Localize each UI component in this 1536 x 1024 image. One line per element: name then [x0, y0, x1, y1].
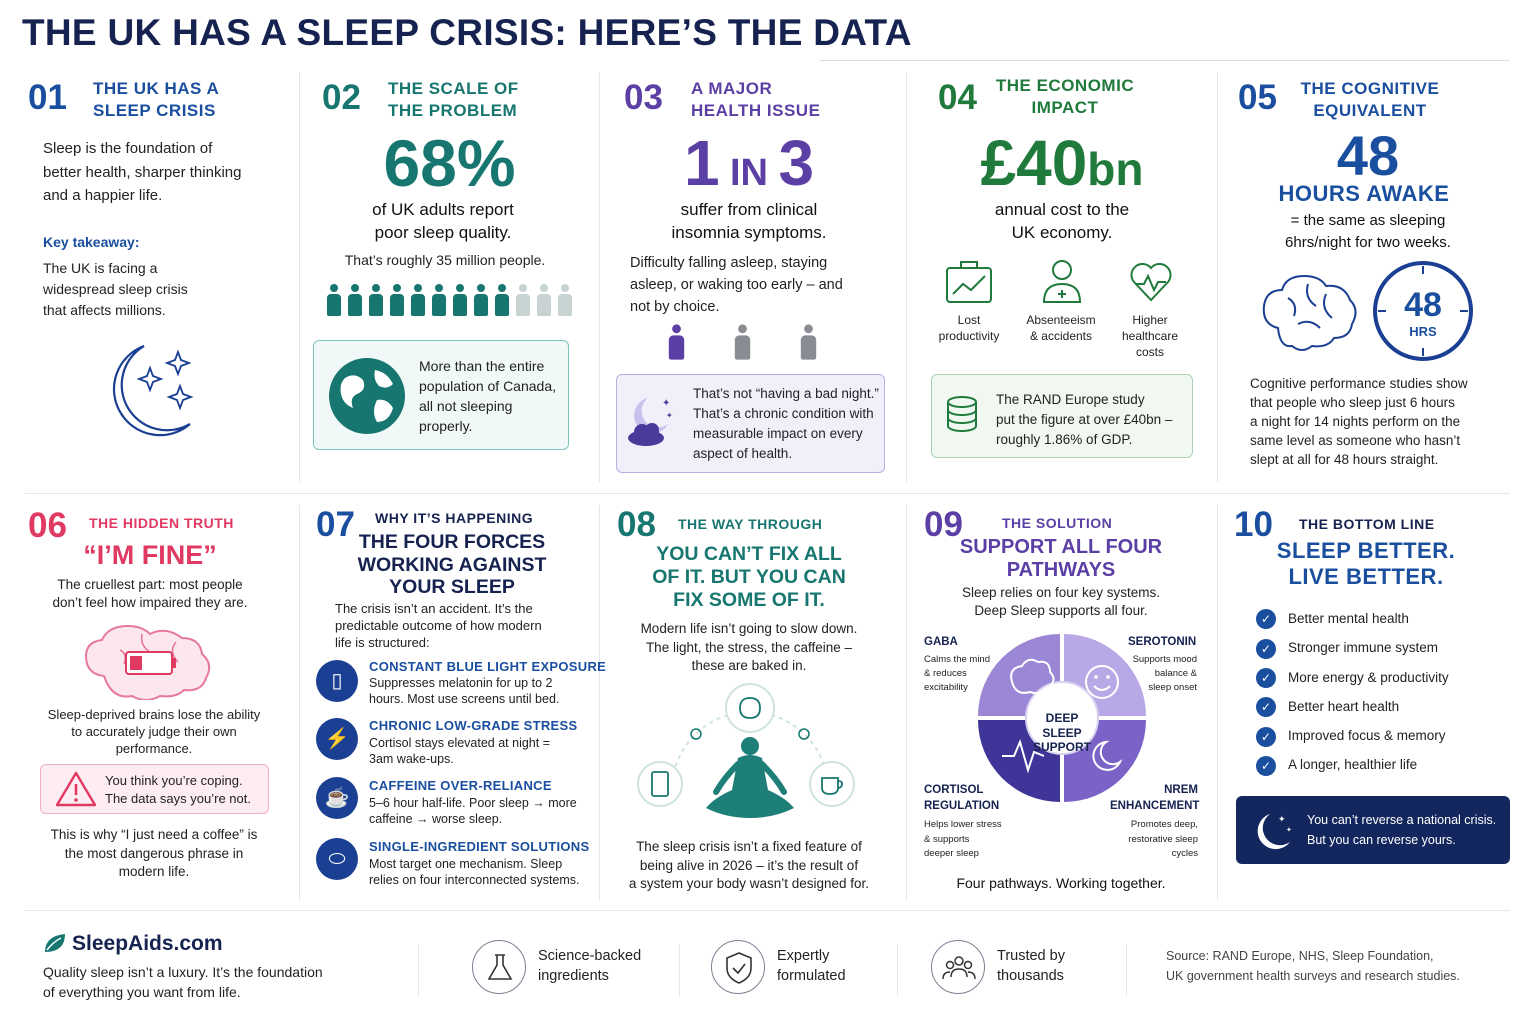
- benefit-item: ✓ Improved focus & memory: [1256, 721, 1449, 750]
- person-icon: [536, 284, 552, 316]
- cortisol-label: CORTISOL REGULATION: [924, 784, 1000, 812]
- force-title: CONSTANT BLUE LIGHT EXPOSURE: [369, 659, 607, 674]
- stat-note: That’s roughly 35 million people.: [344, 252, 546, 268]
- brand-logo: SleepAids.com: [72, 932, 223, 955]
- person-icon: [326, 284, 342, 316]
- force-text: Suppresses melatonin for up to 2 hours. Most use screens until bed.: [369, 676, 560, 706]
- globe-icon: [327, 356, 407, 436]
- benefit-item: ✓ More energy & productivity: [1256, 663, 1449, 692]
- section-heading: A MAJOR HEALTH ISSUE: [691, 79, 821, 120]
- heart-pulse-icon: [1128, 258, 1174, 304]
- deep-sleep-support-label: DEEP SLEEP SUPPORT: [1032, 711, 1091, 754]
- person-icon: [557, 284, 573, 316]
- impact-label: Absenteeism & accidents: [1026, 313, 1096, 343]
- nrem-label: NREM ENHANCEMENT: [1110, 784, 1200, 812]
- force-title: CAFFEINE OVER-RELIANCE: [369, 778, 552, 793]
- lightning-icon: ⚡: [316, 718, 358, 760]
- section-number: 10: [1234, 505, 1273, 544]
- crisis-system-text: The sleep crisis isn’t a fixed feature of being alive in 2026 – it’s the result of a system your body wasn’t designed for.: [628, 839, 870, 891]
- section-heading: THE WAY THROUGH: [678, 516, 823, 532]
- insomnia-description: Difficulty falling asleep, staying asleep, or waking too early – and not by choice.: [630, 255, 843, 315]
- trust-badge-text: Expertly formulated: [777, 948, 846, 984]
- clock-number: 48: [1404, 286, 1442, 324]
- check-icon: ✓: [1256, 609, 1276, 629]
- person-injury-icon: [1040, 258, 1084, 304]
- person-icon: [668, 324, 697, 359]
- footer-divider: [25, 910, 1510, 911]
- stat-68-percent: 68%: [383, 126, 516, 200]
- coffee-phrase-text: This is why “I just need a coffee” is the most dangerous phrase in modern life.: [50, 827, 258, 879]
- leaf-logo-icon: [43, 932, 67, 954]
- stat-caption: = the same as sleeping 6hrs/night for two weeks.: [1285, 212, 1451, 251]
- warning-icon: [55, 770, 97, 808]
- stat-48: 48: [1336, 124, 1400, 187]
- nrem-text: Promotes deep, restorative sleep cycles: [1128, 819, 1198, 859]
- meditation-illustration: [636, 680, 864, 830]
- section-number: 02: [322, 78, 361, 117]
- reverse-banner-text: You can’t reverse a national crisis. But you can reverse yours.: [1307, 813, 1497, 847]
- bottom-line-title: SLEEP BETTER. LIVE BETTER.: [1276, 538, 1456, 589]
- impact-label: Higher healthcare costs: [1121, 313, 1179, 359]
- stat-caption: annual cost to the UK economy.: [994, 200, 1130, 242]
- section-heading: THE BOTTOM LINE: [1299, 516, 1435, 532]
- person-icon: [368, 284, 384, 316]
- benefits-list: [1256, 604, 1449, 780]
- section-heading: THE SOLUTION: [1002, 515, 1113, 531]
- cortisol-text: Helps lower stress & supports deeper sleep: [924, 819, 1002, 859]
- capsule-icon: ⬭: [316, 838, 358, 880]
- shield-check-icon: [711, 940, 765, 994]
- check-icon: ✓: [1256, 727, 1276, 747]
- pathways-footer: Four pathways. Working together.: [956, 875, 1166, 891]
- svg-text:✦: ✦: [662, 398, 671, 409]
- footer-divider: [679, 944, 680, 996]
- moon-cloud-icon: [624, 392, 680, 452]
- clock-unit: HRS: [1409, 324, 1437, 339]
- coping-callout-text: You think you’re coping. The data says you’re not.: [105, 773, 251, 806]
- stat-1-in-3: 1 IN 3: [683, 127, 815, 199]
- impact-label: Lost productivity: [938, 313, 1000, 343]
- section-number: 04: [938, 78, 977, 117]
- section-heading: THE UK HAS A SLEEP CRISIS: [93, 79, 220, 120]
- section-number: 03: [624, 78, 663, 117]
- svg-text:✦: ✦: [1286, 827, 1292, 834]
- section-heading: THE HIDDEN TRUTH: [89, 515, 234, 531]
- chronic-callout-text: That’s not “having a bad night.” That’s a chronic condition with measurable impact on every aspect of health.: [693, 386, 879, 461]
- cognitive-description: Cognitive performance studies show that people who sleep just 6 hours a night for 14 nights perform on the same level as someone who hasn’t slept at all for 48 hours straight.: [1250, 376, 1468, 467]
- force-title: CHRONIC LOW-GRADE STRESS: [369, 718, 578, 733]
- gaba-label: GABA: [924, 636, 958, 648]
- svg-text:✦: ✦: [1278, 814, 1286, 824]
- trust-badge-text: Science-backed ingredients: [538, 948, 642, 984]
- impaired-judgement-text: Sleep-deprived brains lose the ability to accurately judge their own performance.: [47, 707, 261, 756]
- title-divider: [820, 60, 1510, 61]
- section-heading: WHY IT’S HAPPENING: [375, 510, 534, 526]
- check-icon: ✓: [1256, 639, 1276, 659]
- stat-40bn: £40bn: [980, 127, 1144, 199]
- stat-hours-awake: HOURS AWAKE: [1278, 181, 1450, 206]
- benefit-item: ✓ A longer, healthier life: [1256, 750, 1449, 779]
- one-in-three-pictogram: [669, 326, 832, 363]
- way-through-text: Modern life isn’t going to slow down. The light, the stress, the caffeine – these are baked in.: [640, 621, 858, 673]
- section-heading: THE ECONOMIC IMPACT: [995, 76, 1135, 117]
- footer-divider: [418, 944, 419, 996]
- section-number: 07: [316, 505, 355, 544]
- force-text: 5–6 hour half-life. Poor sleep → more caffeine → worse sleep.: [369, 796, 577, 826]
- four-forces-title: THE FOUR FORCES WORKING AGAINST YOUR SLEEP: [357, 531, 547, 598]
- briefcase-chart-icon: [945, 260, 993, 304]
- section-number: 01: [28, 78, 67, 117]
- person-icon: [347, 284, 363, 316]
- stat-caption: of UK adults report poor sleep quality.: [372, 200, 514, 242]
- coffee-cup-icon: ☕: [316, 777, 358, 819]
- benefit-item: ✓ Better mental health: [1256, 604, 1449, 633]
- benefit-item: ✓ Better heart health: [1256, 692, 1449, 721]
- sources-text: Source: RAND Europe, NHS, Sleep Foundation, UK government health surveys and research studies.: [1166, 949, 1460, 983]
- benefit-item: ✓ Stronger immune system: [1256, 633, 1449, 662]
- person-icon: [389, 284, 405, 316]
- section-number: 08: [617, 505, 656, 544]
- trust-badge-text: Trusted by thousands: [997, 948, 1065, 984]
- way-through-title: YOU CAN’T FIX ALL OF IT. BUT YOU CAN FIX SOME OF IT.: [652, 543, 846, 611]
- person-icon: [431, 284, 447, 316]
- brain-icon: [1258, 268, 1358, 358]
- rand-callout-text: The RAND Europe study put the figure at over £40bn – roughly 1.86% of GDP.: [996, 392, 1173, 447]
- force-title: SINGLE-INGREDIENT SOLUTIONS: [369, 839, 590, 854]
- brain-battery-icon: [80, 620, 220, 700]
- moon-stars-icon: [1248, 808, 1296, 854]
- person-icon: [494, 284, 510, 316]
- people-pictogram: [326, 284, 578, 321]
- force-text: Most target one mechanism. Sleep relies on four interconnected systems.: [369, 857, 580, 887]
- section-heading: THE SCALE OF THE PROBLEM: [388, 79, 519, 120]
- coin-stack-icon: [944, 394, 986, 440]
- im-fine-quote: “I’M FINE”: [83, 540, 217, 570]
- person-icon: [515, 284, 531, 316]
- stat-caption: suffer from clinical insomnia symptoms.: [671, 200, 827, 242]
- svg-text:✦: ✦: [666, 411, 673, 420]
- section-number: 05: [1238, 78, 1277, 117]
- col-divider: [906, 505, 907, 900]
- moon-stars-icon: [82, 338, 202, 448]
- intro-text: Sleep is the foundation of better health, sharper thinking and a happier life.: [43, 140, 242, 204]
- brand-tagline: Quality sleep isn’t a luxury. It’s the foundation of everything you want from life.: [43, 964, 323, 1000]
- check-icon: ✓: [1256, 668, 1276, 688]
- serotonin-text: Supports mood balance & sleep onset: [1132, 654, 1197, 693]
- person-icon: [734, 324, 763, 359]
- people-group-icon: [931, 940, 985, 994]
- key-takeaway-text: The UK is facing a widespread sleep crisis that affects millions.: [43, 260, 188, 318]
- canada-callout-text: More than the entire population of Canada, all not sleeping properly.: [419, 358, 556, 434]
- flask-icon: [472, 940, 526, 994]
- person-icon: [473, 284, 489, 316]
- section-number: 09: [924, 505, 963, 544]
- key-takeaway-label: Key takeaway:: [43, 234, 140, 250]
- forces-intro: The crisis isn’t an accident. It’s the predictable outcome of how modern life is structured:: [335, 601, 542, 650]
- section-number: 06: [28, 506, 67, 545]
- hidden-truth-text: The cruellest part: most people don’t feel how impaired they are.: [52, 577, 248, 610]
- person-icon: [410, 284, 426, 316]
- row-divider: [25, 493, 1510, 494]
- page-title: THE UK HAS A SLEEP CRISIS: HERE’S THE DATA: [22, 12, 912, 53]
- solution-title: SUPPORT ALL FOUR PATHWAYS: [959, 536, 1163, 581]
- phone-icon: ▯: [316, 660, 358, 702]
- gaba-text: Calms the mind & reduces excitability: [924, 654, 990, 693]
- solution-text: Sleep relies on four key systems. Deep Sleep supports all four.: [961, 585, 1161, 618]
- serotonin-label: SEROTONIN: [1128, 636, 1197, 648]
- person-icon: [800, 324, 829, 359]
- footer-divider: [1126, 944, 1127, 996]
- check-icon: ✓: [1256, 756, 1276, 776]
- check-icon: ✓: [1256, 697, 1276, 717]
- force-text: Cortisol stays elevated at night = 3am wake-ups.: [369, 736, 550, 766]
- section-heading: THE COGNITIVE EQUIVALENT: [1300, 79, 1440, 120]
- footer-divider: [897, 944, 898, 996]
- person-icon: [452, 284, 468, 316]
